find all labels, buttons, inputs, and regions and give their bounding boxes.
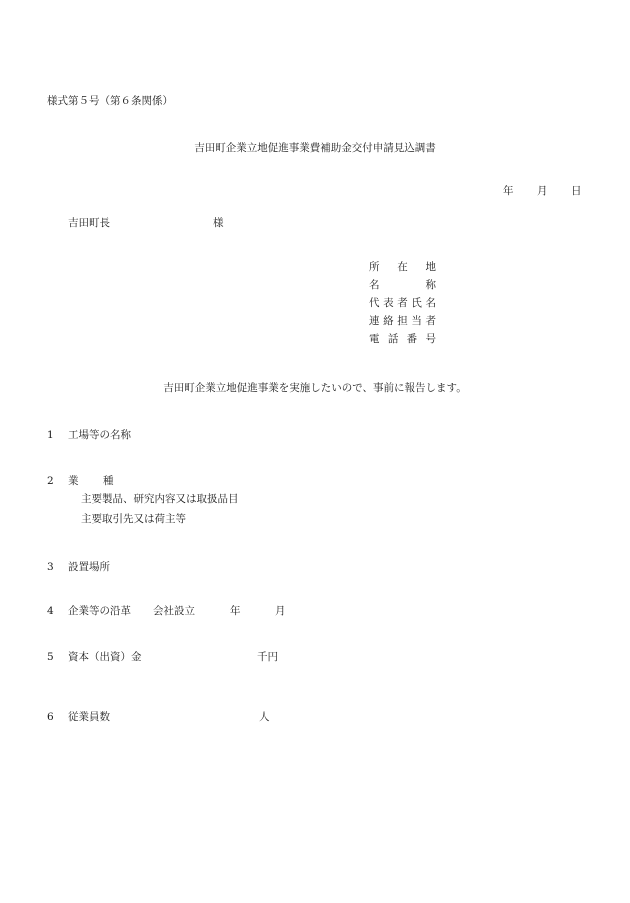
- item6-label: 従業員数: [68, 711, 110, 723]
- item2-label: 業 種: [68, 475, 114, 487]
- applicant-phone-label: 電 話 番 号: [369, 333, 436, 345]
- addressee-name: 吉田町長: [68, 217, 110, 229]
- item3-label: 設置場所: [68, 561, 110, 573]
- item5-number: 5: [47, 651, 54, 663]
- item6-unit: 人: [259, 711, 270, 723]
- item4-month: 月: [275, 605, 286, 617]
- item4-established: 会社設立: [153, 605, 195, 617]
- date-year: 年: [503, 185, 514, 197]
- applicant-address-label: 所 在 地: [369, 261, 436, 273]
- item4-label: 企業等の沿革: [68, 605, 131, 617]
- item6-number: 6: [47, 711, 54, 723]
- addressee-honorific: 様: [213, 217, 224, 229]
- item1-label: 工場等の名称: [68, 429, 131, 441]
- statement: 吉田町企業立地促進事業を実施したいので、事前に報告します。: [163, 382, 467, 394]
- applicant-contact-label: 連 絡 担 当 者: [369, 315, 436, 327]
- document-title: 吉田町企業立地促進事業費補助金交付申請見込調書: [194, 142, 436, 154]
- item3-number: 3: [47, 561, 54, 573]
- date-day: 日: [571, 185, 582, 197]
- item5-unit: 千円: [257, 651, 278, 663]
- form-number: 様式第５号（第６条関係）: [47, 95, 173, 107]
- date-month: 月: [537, 185, 548, 197]
- item4-number: 4: [47, 605, 54, 617]
- item4-year: 年: [230, 605, 241, 617]
- applicant-name-label: 名 称: [369, 279, 436, 291]
- applicant-representative-label: 代 表 者 氏 名: [369, 297, 436, 309]
- item2-sub-products: 主要製品、研究内容又は取扱品目: [81, 493, 239, 505]
- date-line: [503, 185, 582, 197]
- applicant-block: [369, 262, 436, 352]
- item5-label: 資本（出資）金: [68, 651, 142, 663]
- item2-number: 2: [47, 475, 54, 487]
- item2-sub-clients: 主要取引先又は荷主等: [81, 513, 186, 525]
- item1-number: 1: [47, 429, 54, 441]
